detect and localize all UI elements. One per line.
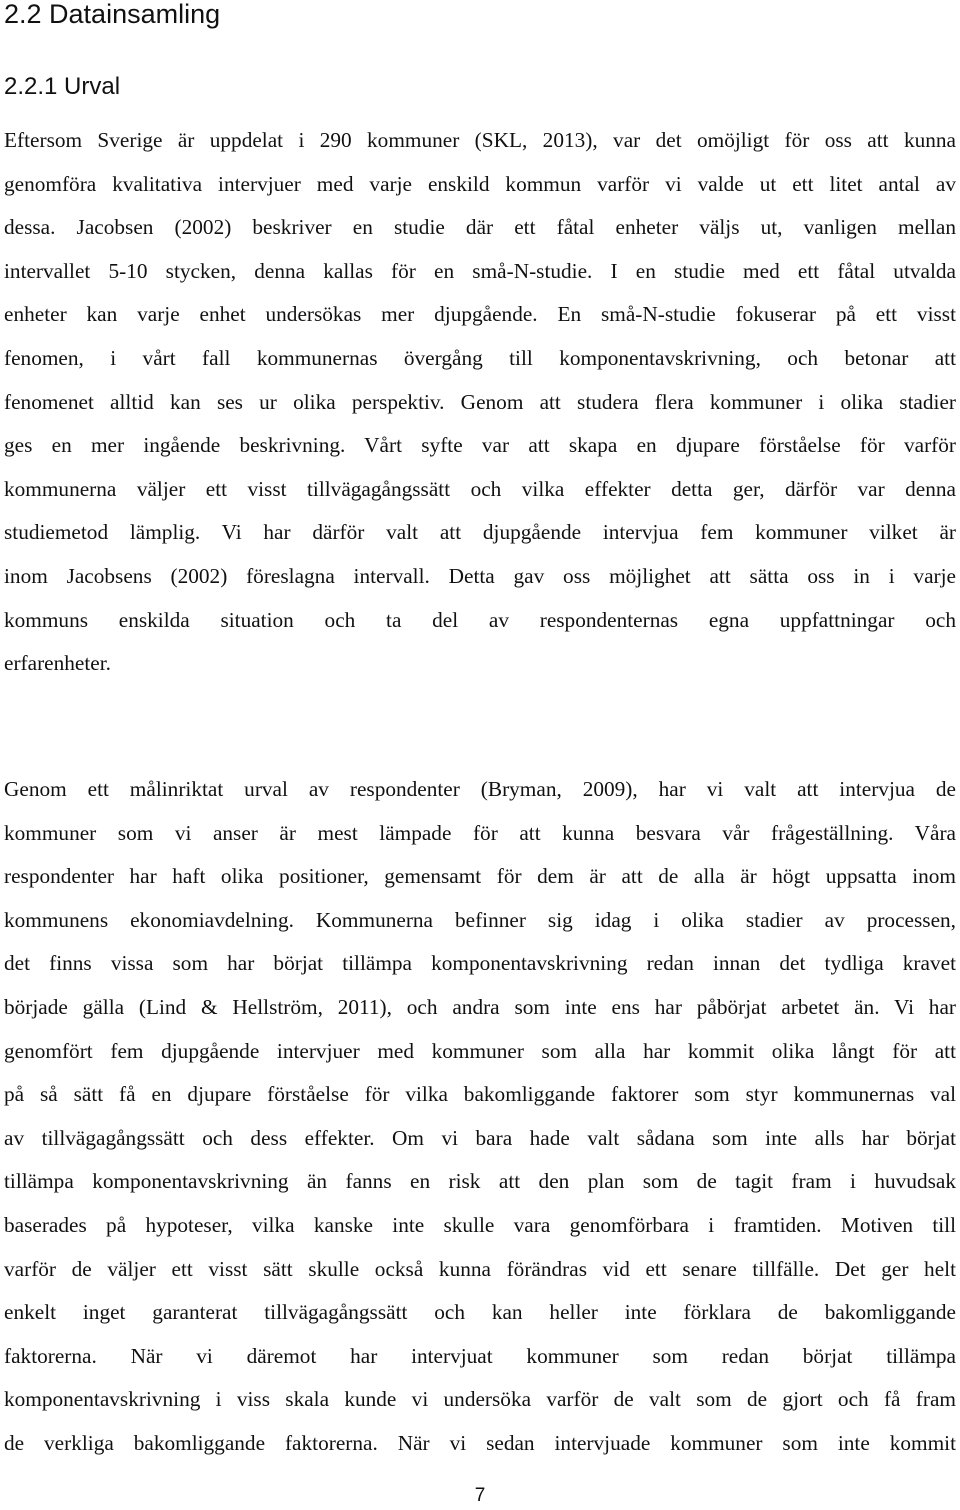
- text-line: kommunerna väljer ett visst tillvägagångssätt och vilka effekter detta ger, därför var denna: [4, 476, 956, 501]
- text-line: faktorerna. När vi däremot har intervjuat kommuner som redan börjat tillämpa: [4, 1343, 956, 1368]
- paragraph-respondents: [4, 768, 956, 1466]
- text-line: kommuner som vi anser är mest lämpade för att kunna besvara vår frågeställning. Våra: [4, 820, 956, 845]
- text-line: kommuns enskilda situation och ta del av respondenternas egna uppfattningar och: [4, 607, 956, 632]
- text-line: det finns vissa som har börjat tillämpa komponentavskrivning redan innan det tydliga kravet: [4, 951, 956, 976]
- text-line: de verkliga bakomliggande faktorerna. När vi sedan intervjuade kommuner som inte kommit: [4, 1430, 956, 1455]
- text-line: varför de väljer ett visst sätt skulle också kunna förändras vid ett senare tillfälle. Det ger helt: [4, 1256, 956, 1281]
- text-line: Genom ett målinriktat urval av respondenter (Bryman, 2009), har vi valt att intervjua de: [4, 777, 956, 801]
- text-line: började gälla (Lind & Hellström, 2011), och andra som inte ens har påbörjat arbetet än. Vi har: [4, 994, 956, 1019]
- paragraph-urval-intro: [4, 119, 956, 686]
- text-line: enkelt inget garanterat tillvägagångssätt och kan heller inte förklara de bakomliggande: [4, 1300, 956, 1325]
- text-line: baserades på hypoteser, vilka kanske inte skulle vara genomförbara i framtiden. Motiven till: [4, 1212, 956, 1237]
- text-line: intervallet 5-10 stycken, denna kallas för en små-N-studie. I en studie med ett fåtal utvalda: [4, 258, 956, 283]
- text-line: fenomen, i vårt fall kommunernas övergång till komponentavskrivning, och betonar att: [4, 345, 956, 370]
- text-line: av tillvägagångssätt och dess effekter. Om vi bara hade valt sådana som inte alls har börjat: [4, 1125, 956, 1150]
- text-line: genomföra kvalitativa intervjuer med varje enskild kommun varför vi valde ut ett litet antal av: [4, 171, 956, 196]
- text-line: genomfört fem djupgående intervjuer med kommuner som alla har kommit olika långt för att: [4, 1038, 956, 1063]
- page-number: 7: [474, 1485, 486, 1506]
- text-line: enheter kan varje enhet undersökas mer djupgående. En små-N-studie fokuserar på ett visst: [4, 302, 956, 327]
- section-heading: 2.2 Datainsamling: [4, 0, 221, 29]
- text-line: fenomenet alltid kan ses ur olika perspektiv. Genom att studera flera kommuner i olika stadier: [4, 389, 956, 414]
- text-line: studiemetod lämplig. Vi har därför valt att djupgående intervjua fem kommuner vilket är: [4, 520, 956, 545]
- text-line: Eftersom Sverige är uppdelat i 290 kommuner (SKL, 2013), var det omöjligt för oss att kunna: [4, 128, 956, 152]
- text-line: på så sätt få en djupare förståelse för vilka bakomliggande faktorer som styr kommunernas val: [4, 1082, 956, 1107]
- text-line: respondenter har haft olika positioner, gemensamt för dem är att de alla är högt uppsatta inom: [4, 864, 956, 889]
- text-line: ges en mer ingående beskrivning. Vårt syfte var att skapa en djupare förståelse för varför: [4, 433, 956, 458]
- subsection-heading: 2.2.1 Urval: [4, 73, 121, 100]
- text-line: tillämpa komponentavskrivning än fanns en risk att den plan som de tagit fram i huvudsak: [4, 1169, 956, 1194]
- text-line: inom Jacobsens (2002) föreslagna intervall. Detta gav oss möjlighet att sätta oss in i varje: [4, 563, 956, 588]
- text-line: erfarenheter.: [4, 651, 111, 676]
- text-line: dessa. Jacobsen (2002) beskriver en studie där ett fåtal enheter väljs ut, vanligen mellan: [4, 215, 956, 240]
- text-line: kommunens ekonomiavdelning. Kommunerna befinner sig idag i olika stadier av processen,: [4, 907, 956, 932]
- text-line: komponentavskrivning i viss skala kunde vi undersöka varför de valt som de gjort och få fram: [4, 1387, 956, 1412]
